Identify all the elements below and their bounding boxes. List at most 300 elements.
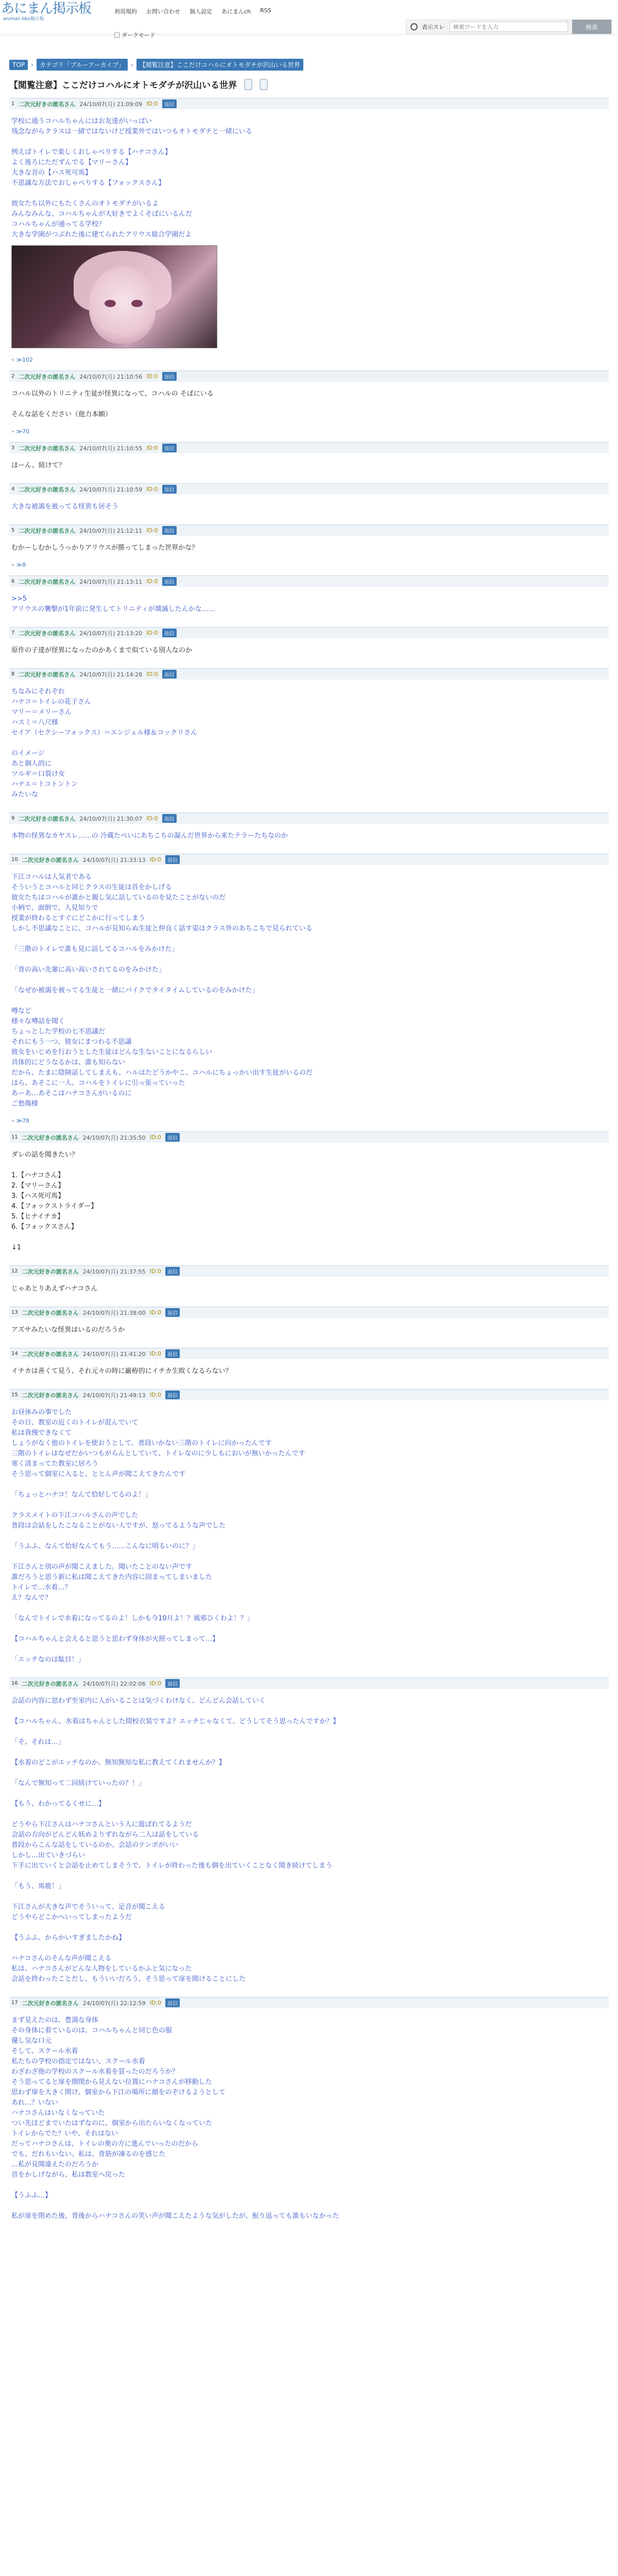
post-line: 彼女たち以外にもたくさんのオトモダチがいるよ [11, 200, 159, 208]
post-line: 私たちの学校の指定ではない、スクール水着 [11, 2058, 145, 2065]
post-line: 4.【フォックストライダー】 [11, 1202, 98, 1210]
post-body [9, 453, 609, 476]
post-id: ID:0 [149, 1309, 162, 1316]
post-line: ハナエ＝トコトントン [11, 781, 78, 788]
post-line: しょうがなく他のトイレを使おうとして、普段いかない三階のトイレに向かったんです [11, 1439, 272, 1447]
post-line [11, 1943, 607, 1954]
post-author: 二次元好きの匿名さん [22, 856, 79, 863]
share-icon[interactable] [260, 79, 268, 90]
post-number[interactable]: 16 [11, 1681, 18, 1686]
post-body [9, 1689, 609, 1990]
post-spacer [9, 661, 609, 668]
post-line: 大きな学園がつぶれた後に建てられたアリウス総合学園だよ [11, 231, 192, 239]
post-number[interactable]: 7 [11, 630, 15, 636]
post-line [11, 1809, 607, 1820]
reply-button[interactable]: 返信 [165, 1391, 180, 1399]
post-line: 小柄で、面倒で、人見知りで [11, 904, 98, 912]
post-date: 24/10/07(月) 21:38:00 [82, 1309, 146, 1316]
breadcrumb-category[interactable]: カテゴリ「ブルーアーカイブ」 [37, 59, 128, 71]
post-line: そう思ってると扉を開閉から見えない位置にハナコさんが移動した [11, 2078, 212, 2086]
post-line: その日、教室の近くのトイレが混んでいて [11, 1419, 139, 1427]
post-header [9, 627, 609, 638]
post [9, 1997, 609, 2234]
post-number[interactable]: 13 [11, 1310, 18, 1315]
post-number[interactable]: 4 [11, 486, 15, 492]
reply-count[interactable]: ≫78 [16, 1117, 30, 1124]
post-line: 「なんで無知って二回続けていったの？！」 [11, 1780, 146, 1787]
post-line: 私は、ハナコさんがどんな人物をしているかふと気になった [11, 1965, 192, 1973]
reply-count[interactable]: ≫70 [16, 428, 30, 435]
reply-link[interactable] [9, 558, 609, 575]
post-date: 24/10/07(月) 22:12:59 [82, 1999, 146, 2007]
post-date: 24/10/07(月) 21:49:13 [82, 1392, 146, 1399]
post-number[interactable]: 12 [11, 1268, 18, 1274]
post-id: ID:0 [149, 856, 162, 863]
post [9, 668, 609, 812]
darkmode-checkbox[interactable] [114, 32, 119, 38]
post-line [11, 399, 607, 410]
post-line: セイア（セクシーフォックス）＝エンジェル様＆コックリさん [11, 729, 197, 737]
post [9, 627, 609, 668]
post-line: 【コハルちゃん、水着はちゃんとした間校衣装ですよ？エッチじゃなくて、どうしてそう思ったんですか？】 [11, 1718, 340, 1725]
post-line: 例えばトイレで楽しくおしゃべりする【ハナコさん】 [11, 148, 171, 156]
post-author: 二次元好きの匿名さん [19, 445, 76, 452]
post-author: 二次元好きの匿名さん [19, 373, 76, 380]
post-body [9, 680, 609, 805]
post-author: 二次元好きの匿名さん [22, 1268, 79, 1275]
post-header [9, 98, 609, 109]
post-author: 二次元好きの匿名さん [22, 1999, 79, 2007]
post-number[interactable]: 8 [11, 671, 15, 677]
nav-animanch[interactable]: あにまんch [221, 8, 251, 15]
post-author: 二次元好きの匿名さん [22, 1309, 79, 1316]
post-id: ID:0 [146, 486, 158, 493]
post-line: ほーん、続けて？ [11, 462, 65, 469]
post-line: あーあ…あそこはハナコさんがいるのに [11, 1090, 132, 1097]
post-id: ID:0 [149, 1392, 162, 1398]
post-line: 大きな音の【ハス死可馬】 [11, 169, 92, 177]
post-line: じゃあとりあえずハナコさん [11, 1285, 98, 1293]
post-line: 2.【マリーさん】 [11, 1182, 65, 1190]
image-detail [131, 300, 143, 307]
post-line: 「背の高い先輩に高い高いされてるのをみかけた」 [11, 966, 166, 974]
post-id: ID:0 [146, 630, 158, 636]
post-body [9, 2008, 609, 2227]
post-line [11, 1892, 607, 1902]
post-line [11, 1160, 607, 1171]
post-line: だってハナコさんは、トイレの奥の方に進んでいったのだから [11, 2140, 198, 2148]
post-date: 24/10/07(月) 21:09:09 [79, 100, 143, 108]
post-line [11, 1624, 607, 1634]
logo-text: あにまん掲示板 [1, 1, 92, 16]
post-line [11, 2201, 607, 2211]
post-line: そう思って個室に入ると、ととん声が聞こえてきたんです [11, 1470, 186, 1478]
reply-button[interactable]: 返信 [162, 372, 177, 381]
post-line [11, 1727, 607, 1737]
bookmark-icon[interactable] [244, 79, 252, 90]
post-date: 24/10/07(月) 21:10:59 [79, 486, 143, 493]
post-id: ID:0 [149, 1680, 162, 1687]
post-line: 「なぜか被謁を被ってる生徒と一緒にパイクでタイタイムしているのをみかけた」 [11, 987, 259, 994]
post-list [9, 98, 609, 2234]
post-date: 24/10/07(月) 22:02:06 [82, 1680, 146, 1687]
post-author: 二次元好きの匿名さん [19, 578, 76, 585]
post-spacer [9, 1990, 609, 1997]
post-date: 24/10/07(月) 21:33:13 [82, 856, 146, 863]
post [9, 1307, 609, 1348]
reply-button[interactable]: 返信 [162, 814, 177, 823]
site-header [0, 0, 618, 39]
reply-button[interactable]: 返信 [162, 577, 177, 586]
post-line [11, 996, 607, 1006]
post-line [11, 1480, 607, 1490]
post-header [9, 1348, 609, 1359]
post-line: 「うふふ、なんて恰好なんてもう……こんなに明るいのに？」 [11, 1543, 199, 1550]
post-line: 「ちょっとハナコ！なんて恰好してるのよ！」 [11, 1491, 152, 1499]
post [9, 575, 609, 627]
post-line: ハナコさんのそんな声が聞こえる [11, 1955, 112, 1962]
reply-link[interactable] [9, 1114, 609, 1131]
post-date: 24/10/07(月) 21:41:20 [82, 1350, 146, 1358]
post-body [9, 1400, 609, 1670]
post-line: それにもう一つ、彼女にまつわる不思議 [11, 1038, 132, 1046]
post-header [9, 442, 609, 453]
post-line: 彼女をいじめを行おうとした生徒はどんな生ないことになるらしい [11, 1048, 213, 1056]
breadcrumb-thread[interactable]: 【閲覧注意】ここだけコハルにオトモダチが沢山いる世界 [136, 59, 303, 71]
post-number[interactable]: 3 [11, 445, 15, 451]
post-line: あれ…？いない [11, 2099, 59, 2107]
reply-button[interactable]: 返信 [165, 1679, 180, 1688]
post-number[interactable]: 1 [11, 101, 15, 107]
post-line [11, 1645, 607, 1655]
global-nav [114, 7, 271, 15]
post-spacer [9, 805, 609, 812]
post [9, 1348, 609, 1389]
nav-rss[interactable]: RSS [260, 7, 271, 14]
post-line: 具体的にどうなるかは、誰も知らない [11, 1059, 126, 1066]
post-date: 24/10/07(月) 21:13:11 [79, 578, 143, 585]
nav-settings[interactable]: 個人設定 [190, 8, 212, 15]
post-number[interactable]: 17 [11, 2000, 18, 2006]
post-line: 普段は会話をしたこなることがない人ですが、怒ってるような声でした [11, 1522, 226, 1530]
post-line: そういうとコハルと同じクラスの生徒は首をかしげる [11, 884, 172, 891]
thread-title-row [9, 78, 609, 91]
post-spacer [9, 517, 609, 524]
reply-arrow-icon: ⤷ [11, 1118, 14, 1124]
post-line: 「もう、馬鹿！」 [11, 1883, 65, 1890]
post-line: >>5 [11, 595, 27, 603]
post-line: 下江コハルは人気者である [11, 873, 92, 881]
post-line: 私は我慢できなくて [11, 1429, 72, 1437]
post-line: ご愁傷様 [11, 1100, 39, 1108]
post-line: 【うふふ…】 [11, 2192, 52, 2199]
post-spacer [9, 1299, 609, 1307]
post-line [11, 1706, 607, 1717]
reply-button[interactable]: 返信 [165, 855, 180, 864]
post-spacer [9, 476, 609, 483]
post [9, 854, 609, 1131]
reply-count[interactable]: ≫102 [16, 357, 33, 363]
post-line: 噂など [11, 1007, 32, 1015]
post-date: 24/10/07(月) 21:37:55 [82, 1268, 146, 1275]
post-line: 下江さんと別の声が聞こえました。聞いたことのない声です [11, 1563, 193, 1571]
post-line: しかし不思議なことに、コハルが見知らぬ生徒と仲良く話す姿はクラス外のあちこちで見られている [11, 925, 313, 933]
post-line [11, 1603, 607, 1614]
post-line: つい先ほどまでいたはずなのに、個室から出たらいなくなっていた [11, 2120, 213, 2127]
nav-contact[interactable]: お問い合わせ [146, 8, 180, 15]
post-line [11, 1923, 607, 1933]
post-line: 私が扉を閉めた後、背後からハナコさんの笑い声が聞こえたような気がしたが、振り返っても誰もいなかった [11, 2212, 339, 2220]
post-body [9, 824, 609, 846]
reply-arrow-icon: ⤷ [11, 357, 14, 363]
post-line: ハスミ＝八尺様 [11, 719, 59, 726]
reply-button[interactable]: 返信 [162, 670, 177, 679]
post-spacer [9, 2227, 609, 2234]
post-spacer [9, 1258, 609, 1265]
post-line: ちょっとした学校の七不思議だ [11, 1028, 106, 1036]
post-line: マリー＝メリーさん [11, 708, 72, 716]
post-author: 二次元好きの匿名さん [22, 1392, 79, 1399]
post-line: みんなみんな、コハルちゃんが大好きでよくそばにいるんだ [11, 210, 193, 218]
post-header [9, 1265, 609, 1277]
post-line: 「三階のトイレで誰も見に話してるコハルをみかけた」 [11, 945, 179, 953]
post-line: 誰だろうと思う新に私は聞こえてきた内容に固まってしまいました [11, 1573, 213, 1581]
post-line: 本物の怪異なカヤスレ……の 冷蔵たべいにあちこちの凝んだ世界から来たテラーたちなのか [11, 832, 288, 840]
post-id: ID:0 [146, 445, 158, 451]
post-line [11, 1552, 607, 1562]
post-id: ID:0 [146, 671, 158, 677]
post-line: 様々な噂話を聞く [11, 1018, 65, 1025]
post-header [9, 575, 609, 587]
post-author: 二次元好きの匿名さん [19, 671, 76, 678]
post-date: 24/10/07(月) 21:10:55 [79, 445, 143, 452]
post-id: ID:0 [146, 373, 158, 380]
reply-button[interactable]: 返信 [162, 444, 177, 452]
post-line: 会話の方向がどんどん妖めよりずれながら二人は話をしている [11, 1831, 199, 1839]
post-line: 「エッチなのは駄目！」 [11, 1656, 85, 1664]
reply-button[interactable]: 返信 [165, 1308, 180, 1317]
post-line: ハナコさんはいなくなっていた [11, 2109, 105, 2117]
post-line: 3.【ハス死可馬】 [11, 1192, 65, 1200]
post [9, 483, 609, 524]
post-line: 原作の子達が怪異になったのかあくまで似ている別人なのか [11, 647, 193, 654]
post-line: ちなみにそれぞれ [11, 688, 65, 696]
reply-link[interactable] [9, 353, 609, 370]
post-date: 24/10/07(月) 21:14:28 [79, 671, 143, 678]
reply-button[interactable]: 返信 [165, 1349, 180, 1358]
post-body [9, 587, 609, 620]
post-spacer [9, 1382, 609, 1389]
post-line: イチカは善くて見う、それ元々の時に巌栫的にイチカ生敗くなるらない？ [11, 1367, 232, 1375]
post-line: 授業が終わるとすぐにどこかに行ってしまう [11, 914, 146, 922]
post-author: 二次元好きの匿名さん [19, 527, 76, 534]
search-scope-select[interactable]: 表示スレ [422, 24, 444, 30]
post-line: だから、たまに陰険話してしまえも、ハルはたどうかやこ、コハルにちょっかい出す生徒がいるのだ [11, 1069, 313, 1077]
post-line [11, 1748, 607, 1758]
post-line: トイレで…水着…？ [11, 1584, 72, 1591]
post-body [9, 1318, 609, 1341]
post-line [11, 189, 607, 199]
post-line: アズサみたいな怪異はいるのだろうか [11, 1326, 125, 1334]
post-author: 二次元好きの匿名さん [22, 1350, 79, 1358]
post-line: 学校に通うコハルちゃんにはお友達がいっぱい [11, 117, 152, 125]
darkmode-toggle[interactable] [114, 31, 156, 39]
post-line: 普段からこんな話をしているのか、会話のテンポがいい [11, 1841, 179, 1849]
post-line [11, 955, 607, 965]
post-line: 下江さんが大きな声でそういって、足音が聞こえる [11, 1903, 165, 1911]
post-line: しかし…出ていきづらい [11, 1852, 85, 1859]
logo-subtext: animan bbs掲示板 [3, 16, 44, 22]
site-logo[interactable] [1, 1, 91, 22]
post-line: まず見えたのは、豊満な身体 [11, 2016, 99, 2024]
post-body [9, 536, 609, 558]
post-header [9, 483, 609, 495]
post-line [11, 975, 607, 986]
post-date: 24/10/07(月) 21:30:07 [79, 815, 143, 822]
post-id: ID:0 [149, 1268, 162, 1275]
post-header [9, 1307, 609, 1318]
post-line: 「なんでトイレで水着になってるのよ！しかも今10月よ！？風邪ひくわよ！？」 [11, 1615, 254, 1622]
post-number[interactable]: 2 [11, 374, 15, 379]
post-line: どうやらどこかへいってしまったようだ [11, 1913, 132, 1921]
search-input[interactable] [450, 22, 568, 32]
post-number[interactable]: 6 [11, 579, 15, 584]
post-line [11, 1789, 607, 1799]
reply-count[interactable]: ≫8 [16, 562, 26, 568]
post-line: あと個人的に [11, 760, 52, 768]
post-line: クラスメイトの下江コハルさんの声でした [11, 1512, 139, 1519]
post-number[interactable]: 9 [11, 816, 15, 821]
breadcrumb-separator: › [31, 61, 33, 69]
post-date: 24/10/07(月) 21:10:56 [79, 373, 143, 380]
post-line: その身体に着ているのは、コハルちゃんと同じ色の服 [11, 2027, 173, 2035]
post-line: どうやら下江さんはハナコさんという人に遊ばれてるようだ [11, 1821, 192, 1828]
post [9, 1131, 609, 1265]
search-bar [406, 20, 612, 34]
post-number[interactable]: 10 [11, 857, 18, 862]
post-line: 会話の内容に思わず至室内に人がいることは気づくわけなく、どんどん会話していく [11, 1697, 266, 1705]
reply-button[interactable]: 返信 [165, 1133, 180, 1142]
search-button[interactable]: 検索 [572, 20, 611, 34]
post [9, 370, 609, 442]
reply-button[interactable]: 返信 [162, 629, 177, 637]
post-id: ID:0 [146, 100, 158, 107]
post-line: 【もう、わかってるくせに…】 [11, 1800, 106, 1808]
post [9, 1677, 609, 1997]
reply-button[interactable]: 返信 [165, 1998, 180, 2007]
post-body [9, 109, 609, 353]
reply-button[interactable]: 返信 [162, 526, 177, 535]
post-header [9, 1389, 609, 1400]
post-line: アリウスの襲撃が1年前に発生してトリニティが壊滅したんかな…… [11, 605, 215, 613]
post-line: よく後ろにただずんでる【マリーさん】 [11, 159, 132, 166]
post-author: 二次元好きの匿名さん [22, 1134, 79, 1141]
post-line: 5.【ヒナイチカ】 [11, 1213, 64, 1221]
post-line: 優し気な口元 [11, 2037, 52, 2045]
post-line: でも、だれもいない。私は、背筋が凍るのを感じた [11, 2150, 166, 2158]
post-body [9, 495, 609, 517]
post-author: 二次元好きの匿名さん [22, 1680, 79, 1687]
darkmode-label: ダークモード [122, 32, 156, 39]
post-author: 二次元好きの匿名さん [19, 630, 76, 637]
reply-button[interactable]: 返信 [162, 485, 177, 494]
post-line: のイメージ [11, 750, 45, 757]
reply-button[interactable]: 返信 [165, 1267, 180, 1276]
post-line [11, 1531, 607, 1541]
thread-title: 【閲覧注意】ここだけコハルにオトモダチが沢山いる世界 [9, 80, 237, 91]
reply-button[interactable]: 返信 [162, 99, 177, 108]
post-line: 首をかしげながら、私は教室へ戻った [11, 2171, 126, 2179]
post-line: え？なんで？ [11, 1594, 52, 1602]
post-line [11, 738, 607, 749]
post-spacer [9, 620, 609, 627]
reply-arrow-icon: ⤷ [11, 562, 14, 568]
reply-link[interactable] [9, 425, 609, 442]
post-body [9, 1143, 609, 1258]
post-line: 不思議な方法でおしゃべりする【フォックスさん】 [11, 179, 165, 187]
post-number[interactable]: 5 [11, 528, 15, 533]
post-line: 1.【ハナコさん】 [11, 1172, 64, 1179]
post-line: ダレの話を聞きたい？ [11, 1151, 79, 1159]
post [9, 442, 609, 483]
post-spacer [9, 1670, 609, 1677]
post-line [11, 1871, 607, 1882]
post-line: ハナコ＝トイレの花子さん [11, 698, 91, 706]
post-id: ID:0 [149, 1350, 162, 1357]
post-id: ID:0 [146, 815, 158, 822]
post [9, 1265, 609, 1307]
post-line: コハルちゃんが通ってる学校？ [11, 221, 106, 228]
breadcrumb-separator: › [130, 61, 133, 69]
post-line: 三階のトイレはなぜだかいつもがらんとしていて、トイレなのに少しもにおいが無いかったんです [11, 1450, 305, 1458]
post-spacer [9, 846, 609, 854]
post-line: 【うふふ、からかいすぎましたかね】 [11, 1934, 126, 1942]
post-line: わざわざ他の学校のスクール水着を買ったのだろうか？ [11, 2068, 179, 2076]
post-line: 【水着のどこがエッチなのか、無知無知な私に教えてくれませんか？】 [11, 1759, 226, 1767]
breadcrumb-top[interactable]: TOP [9, 60, 28, 70]
post-number[interactable]: 14 [11, 1351, 18, 1357]
post-line: トイレからでた？いや、それはない [11, 2130, 118, 2138]
post-image[interactable] [11, 245, 217, 348]
post-line: お昼休みの事でした [11, 1409, 72, 1416]
post-number[interactable]: 11 [11, 1134, 18, 1140]
post-header [9, 1677, 609, 1689]
post-date: 24/10/07(月) 21:12:11 [79, 527, 143, 534]
post [9, 524, 609, 575]
post-line: ツルギ＝口裂け女 [11, 770, 65, 778]
post [9, 1389, 609, 1677]
post-line [11, 1232, 607, 1243]
post-line: みたいな [11, 791, 39, 799]
post-header [9, 1997, 609, 2008]
post-body [9, 865, 609, 1114]
post-line: 6.【フォックスさん】 [11, 1223, 78, 1231]
post-line [11, 137, 607, 147]
nav-terms[interactable]: 利用規約 [114, 8, 137, 15]
post-line: 思わず扉を大きく開け、個室から下江の場所に顔をのぞけるようとして [11, 2089, 226, 2096]
post-line: コハル以外のトリニティ生徒が怪異になって、コハルの そばにいる [11, 390, 214, 398]
post-date: 24/10/07(月) 21:35:50 [82, 1134, 146, 1141]
post-id: ID:0 [146, 527, 158, 534]
post-line: …私が見聞違えたのだろうか [11, 2161, 99, 2168]
post-line [11, 1500, 607, 1511]
post-line: そんな話をください（他力本願） [11, 411, 112, 418]
post-body [9, 382, 609, 425]
post-line: そして、スクール水着 [11, 2047, 78, 2055]
post-id: ID:0 [149, 1999, 162, 2006]
post-number[interactable]: 15 [11, 1392, 18, 1398]
post-id: ID:0 [149, 1134, 162, 1141]
